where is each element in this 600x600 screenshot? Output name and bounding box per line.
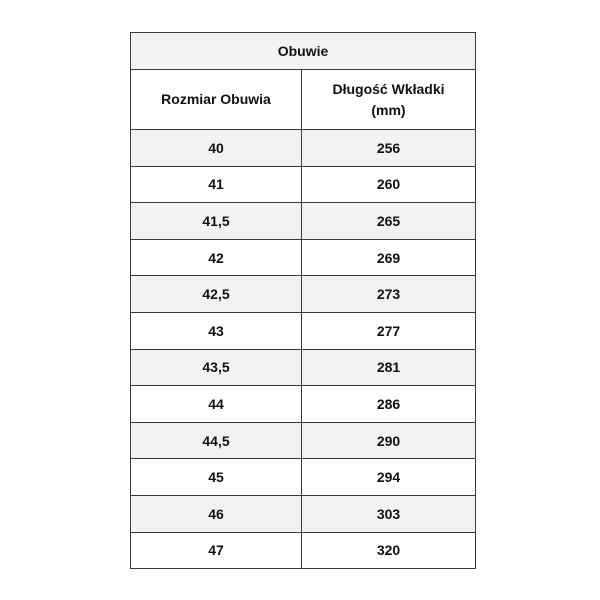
shoe-size-cell: 47 — [131, 532, 302, 569]
table-header-row — [131, 70, 476, 130]
shoe-size-cell: 46 — [131, 495, 302, 532]
table-row — [131, 239, 476, 276]
table-row — [131, 130, 476, 167]
table-row — [131, 495, 476, 532]
column-header-shoe-size: Rozmiar Obuwia — [131, 70, 302, 130]
table-row — [131, 166, 476, 203]
shoe-size-cell: 40 — [131, 130, 302, 167]
table-row — [131, 386, 476, 423]
shoe-size-cell: 43,5 — [131, 349, 302, 386]
column-header-insole-length — [302, 70, 476, 130]
shoe-size-cell: 44,5 — [131, 422, 302, 459]
insole-length-cell: 265 — [302, 203, 476, 240]
shoe-size-cell: 43 — [131, 312, 302, 349]
shoe-size-cell: 42,5 — [131, 276, 302, 313]
insole-length-label: Długość Wkładki — [332, 80, 445, 97]
insole-length-cell: 286 — [302, 386, 476, 423]
table-row — [131, 532, 476, 569]
insole-length-cell: 294 — [302, 459, 476, 496]
insole-length-cell: 269 — [302, 239, 476, 276]
table-row — [131, 276, 476, 313]
table-row — [131, 459, 476, 496]
shoe-size-cell: 42 — [131, 239, 302, 276]
table-title-row — [131, 33, 476, 70]
table-title: Obuwie — [131, 33, 476, 70]
shoe-size-cell: 41 — [131, 166, 302, 203]
insole-length-cell: 260 — [302, 166, 476, 203]
table-row — [131, 349, 476, 386]
shoe-size-cell: 44 — [131, 386, 302, 423]
insole-length-unit: (mm) — [371, 101, 406, 118]
table-row — [131, 312, 476, 349]
shoe-size-table — [130, 32, 476, 569]
insole-length-cell: 277 — [302, 312, 476, 349]
shoe-size-cell: 41,5 — [131, 203, 302, 240]
insole-length-cell: 320 — [302, 532, 476, 569]
insole-length-cell: 273 — [302, 276, 476, 313]
table-row — [131, 422, 476, 459]
table-row — [131, 203, 476, 240]
insole-length-cell: 290 — [302, 422, 476, 459]
shoe-size-cell: 45 — [131, 459, 302, 496]
insole-length-cell: 256 — [302, 130, 476, 167]
insole-length-cell: 303 — [302, 495, 476, 532]
insole-length-cell: 281 — [302, 349, 476, 386]
